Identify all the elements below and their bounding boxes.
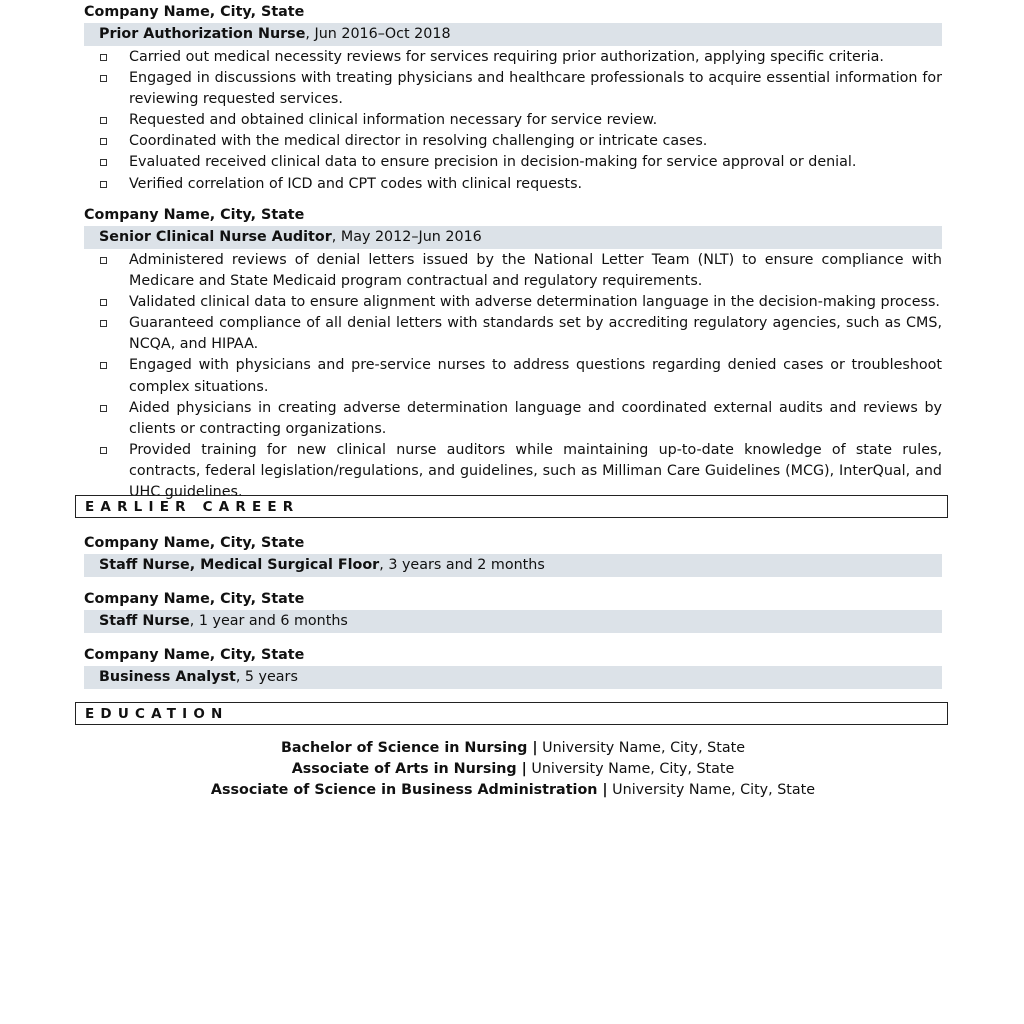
bullet-square-icon	[100, 75, 107, 82]
education-entry	[84, 738, 942, 759]
school: University Name, City, State	[537, 740, 746, 756]
job-duration: , 3 years and 2 months	[379, 557, 545, 573]
bullet-item	[84, 174, 942, 195]
bullet-item	[84, 110, 942, 131]
company-name: Company Name, City, State	[84, 591, 305, 607]
bullet-text: Evaluated received clinical data to ensure precision in decision-making for service approval or denial.	[129, 154, 857, 171]
bullet-square-icon	[100, 54, 107, 61]
bullet-text: Verified correlation of ICD and CPT codes with clinical requests.	[129, 175, 583, 192]
job-dates: , Jun 2016–Oct 2018	[305, 26, 451, 42]
bullet-item	[84, 68, 942, 110]
job-bullets	[84, 250, 942, 503]
bullet-square-icon	[100, 181, 107, 188]
education-entry	[84, 759, 942, 780]
job-title-bar	[84, 23, 942, 46]
bullet-text: Aided physicians in creating adverse determination language and coordinated external audits and reviews by clients or contracting organizations.	[129, 399, 942, 437]
job-title: Prior Authorization Nurse	[99, 26, 306, 42]
bullet-square-icon	[100, 138, 107, 145]
job-title-bar	[84, 226, 942, 249]
section-heading-education: EDUCATION	[75, 702, 948, 725]
bullet-square-icon	[100, 257, 107, 264]
job-bullets	[84, 47, 942, 195]
job-dates: , May 2012–Jun 2016	[331, 229, 482, 245]
bullet-item	[84, 152, 942, 173]
school: University Name, City, State	[526, 761, 735, 778]
bullet-item	[84, 398, 942, 440]
school: University Name, City, State	[607, 782, 816, 799]
earlier-job	[84, 533, 942, 577]
bullet-text: Validated clinical data to ensure alignment with adverse determination language in the decision-making process.	[129, 294, 940, 311]
degree: Associate of Science in Business Administration |	[210, 782, 608, 799]
bullet-item	[84, 250, 942, 292]
bullet-square-icon	[100, 159, 107, 166]
bullet-item	[84, 313, 942, 355]
company-name: Company Name, City, State	[84, 4, 305, 20]
education-list	[84, 738, 942, 802]
bullet-text: Provided training for new clinical nurse auditors while maintaining up-to-date knowledge of state rules, contracts, federal legislation/regulations, and guidelines, such as Milliman Care Guidelines (MCG), InterQual, and UHC guidelines.	[129, 441, 942, 501]
bullet-text: Engaged in discussions with treating physicians and healthcare professionals to acquire essential information for reviewing requested services.	[129, 70, 942, 108]
degree: Bachelor of Science in Nursing |	[280, 740, 538, 756]
job-title: Staff Nurse	[99, 613, 190, 629]
education-entry	[84, 780, 942, 801]
bullet-square-icon	[100, 362, 107, 369]
job-title: Business Analyst	[99, 669, 236, 685]
bullet-square-icon	[100, 320, 107, 327]
section-heading-earlier-career: EARLIER CAREER	[75, 495, 948, 518]
bullet-square-icon	[100, 117, 107, 124]
bullet-text: Engaged with physicians and pre-service nurses to address questions regarding denied cases or troubleshoot complex situations.	[129, 357, 942, 395]
job-duration: , 1 year and 6 months	[189, 613, 348, 629]
bullet-item	[84, 292, 942, 313]
bullet-item	[84, 131, 942, 152]
job-title-bar	[84, 554, 942, 577]
bullet-item	[84, 440, 942, 503]
job-title: Senior Clinical Nurse Auditor	[99, 229, 332, 245]
bullet-square-icon	[100, 447, 107, 454]
job-duration: , 5 years	[235, 669, 298, 685]
earlier-job	[84, 589, 942, 633]
bullet-item	[84, 355, 942, 397]
bullet-text: Carried out medical necessity reviews for services requiring prior authorization, applying specific criteria.	[129, 49, 884, 65]
job-title-bar	[84, 666, 942, 689]
job-senior-clinical-nurse-auditor	[84, 205, 942, 501]
bullet-square-icon	[100, 299, 107, 306]
bullet-text: Coordinated with the medical director in resolving challenging or intricate cases.	[129, 133, 708, 150]
job-prior-authorization-nurse	[84, 2, 942, 192]
bullet-text: Requested and obtained clinical information necessary for service review.	[129, 112, 658, 129]
bullet-text: Guaranteed compliance of all denial letters with standards set by accrediting regulatory agencies, such as CMS, NCQA, and HIPAA.	[129, 315, 942, 353]
bullet-item	[84, 47, 942, 68]
job-title-bar	[84, 610, 942, 633]
bullet-text: Administered reviews of denial letters issued by the National Letter Team (NLT) to ensure compliance with Medicare and State Medicaid program contractual and regulatory requirements.	[129, 252, 942, 290]
company-name: Company Name, City, State	[84, 207, 305, 223]
company-name: Company Name, City, State	[84, 647, 305, 663]
company-name: Company Name, City, State	[84, 535, 305, 551]
earlier-job	[84, 645, 942, 689]
bullet-square-icon	[100, 405, 107, 412]
job-title: Staff Nurse, Medical Surgical Floor	[99, 557, 380, 573]
degree: Associate of Arts in Nursing |	[291, 761, 527, 778]
